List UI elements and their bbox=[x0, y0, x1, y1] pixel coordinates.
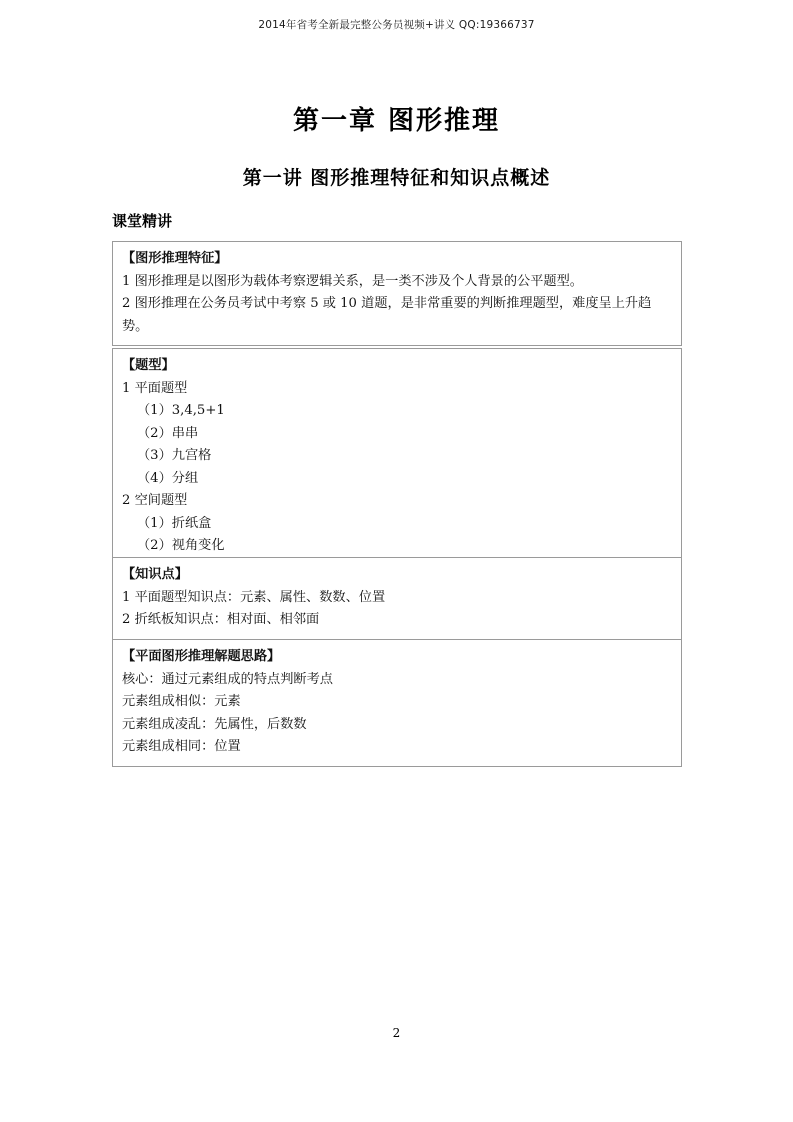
content-box-features bbox=[112, 241, 682, 346]
lecture-title: 第一讲 图形推理特征和知识点概述 bbox=[242, 167, 551, 189]
box-line: 元素组成相同：位置 bbox=[122, 739, 241, 754]
box-line: 元素组成相似：元素 bbox=[122, 694, 241, 709]
box-line: （4）分组 bbox=[137, 470, 199, 486]
box-line: 1 平面题型 bbox=[122, 380, 188, 396]
box-line: 元素组成凌乱：先属性，后数数 bbox=[122, 716, 307, 732]
chapter-title: 第一章 图形推理 bbox=[292, 106, 501, 136]
box-line: （1）3,4,5+1 bbox=[137, 403, 225, 418]
content-box-solving-strategy bbox=[112, 639, 682, 767]
box-line: 1 平面题型知识点：元素、属性、数数、位置 bbox=[122, 589, 386, 605]
box-heading: 【平面图形推理解题思路】 bbox=[122, 649, 281, 664]
box-line: 2 空间题型 bbox=[122, 493, 188, 508]
box-line: （2）视角变化 bbox=[137, 538, 225, 553]
box-line: 1 图形推理是以图形为载体考察逻辑关系，是一类不涉及个人背景的公平题型。 bbox=[122, 273, 583, 289]
running-header: 2014年省考全新最完整公务员视频+讲义 QQ:19366737 bbox=[258, 19, 535, 31]
box-line: （3）九宫格 bbox=[137, 448, 212, 463]
box-heading: 【知识点】 bbox=[122, 567, 188, 582]
box-line: 2 图形推理在公务员考试中考察 5 或 10 道题，是非常重要的判断推理题型，难度呈上升趋 bbox=[122, 296, 652, 311]
box-line: 势。 bbox=[122, 318, 149, 334]
section-label-classroom-lecture: 课堂精讲 bbox=[112, 212, 173, 230]
box-line: 核心：通过元素组成的特点判断考点 bbox=[122, 671, 333, 687]
box-line: （1）折纸盒 bbox=[137, 515, 212, 531]
box-line: 2 折纸板知识点：相对面、相邻面 bbox=[122, 612, 320, 627]
content-box-question-types bbox=[112, 348, 682, 566]
box-heading: 【题型】 bbox=[122, 358, 175, 373]
box-heading: 【图形推理特征】 bbox=[122, 251, 228, 266]
page-number: 2 bbox=[392, 1026, 401, 1040]
content-box-knowledge-points bbox=[112, 557, 682, 640]
box-line: （2）串串 bbox=[137, 425, 199, 441]
